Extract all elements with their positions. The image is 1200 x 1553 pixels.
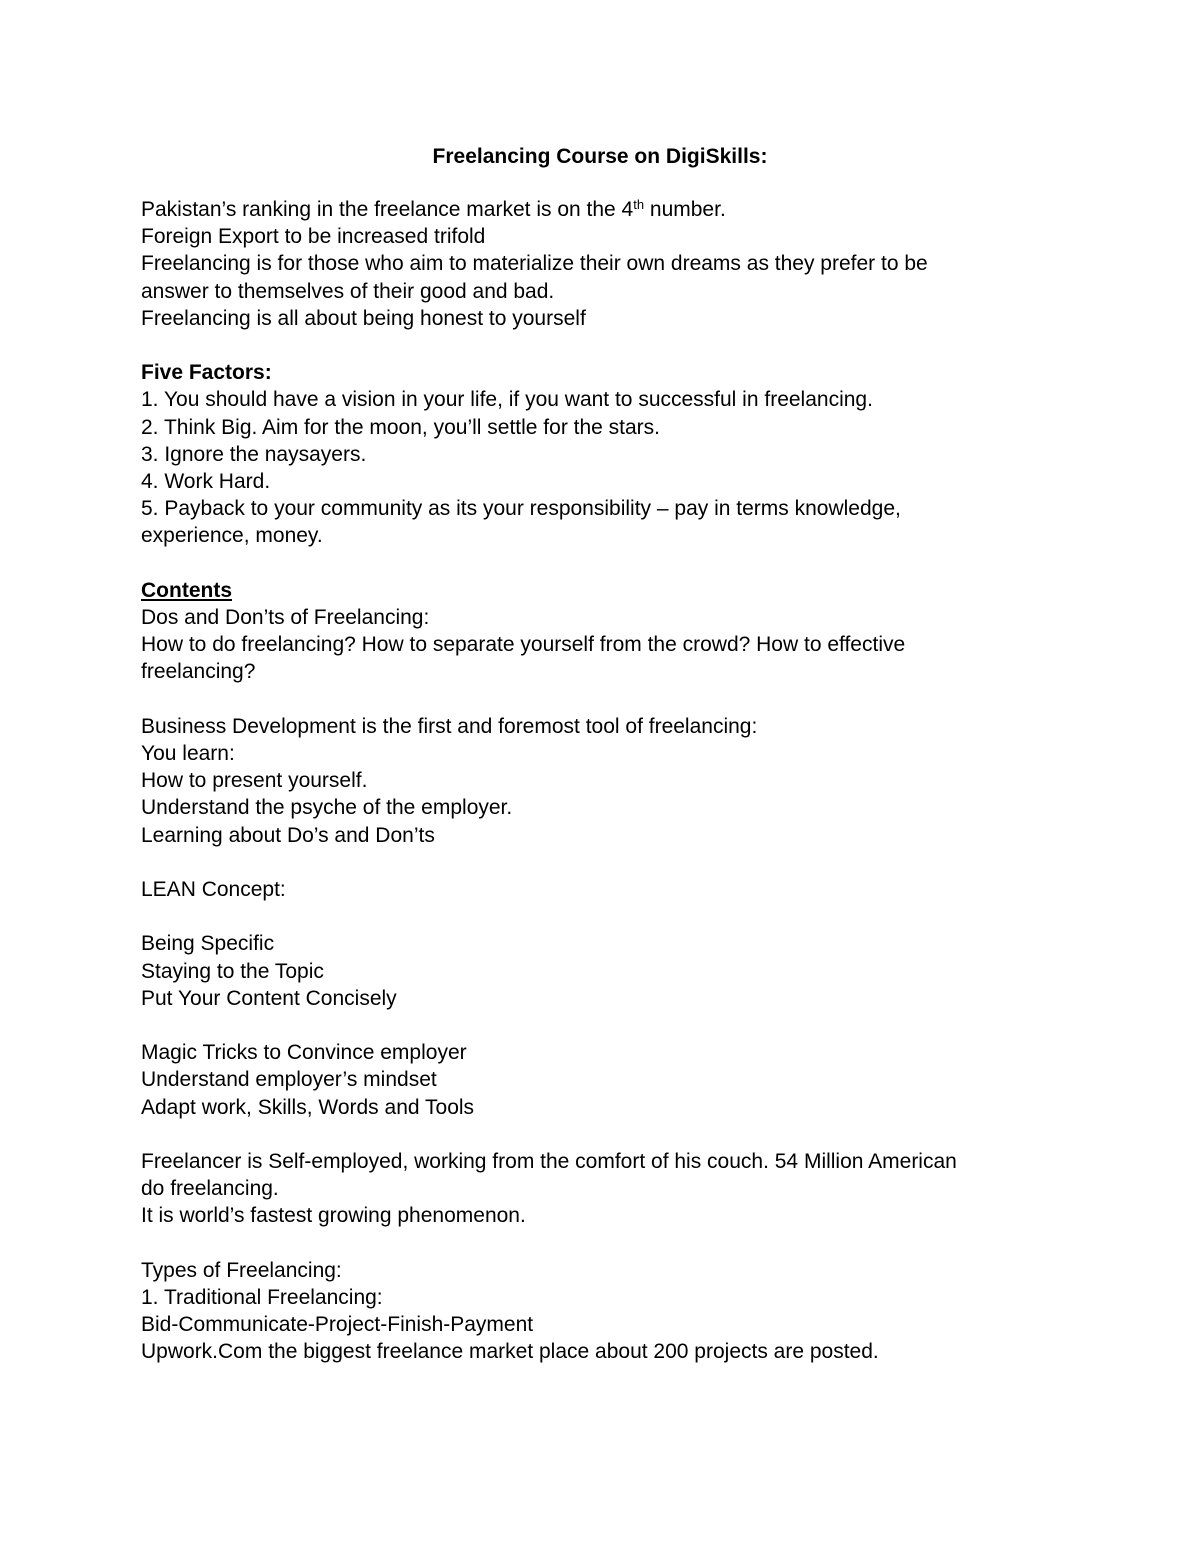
- dos-donts-heading: Dos and Don’ts of Freelancing:: [141, 606, 430, 630]
- dos-donts-text: How to do freelancing? How to separate yourself from the crowd? How to effective: [141, 633, 906, 657]
- spacer: [141, 1012, 1081, 1039]
- lean-item: Put Your Content Concisely: [141, 986, 397, 1010]
- upwork-text: Upwork.Com the biggest freelance market place about 200 projects are posted.: [141, 1340, 879, 1364]
- spacer: [141, 550, 1081, 577]
- fastest-growing-text: It is world’s fastest growing phenomenon.: [141, 1204, 526, 1228]
- document-title: Freelancing Course on DigiSkills:: [432, 145, 768, 168]
- learn-item: Learning about Do’s and Don’ts: [141, 823, 435, 847]
- magic-item: Understand employer’s mindset: [141, 1068, 437, 1092]
- export-line: Foreign Export to be increased trifold: [141, 225, 486, 249]
- document-body: [141, 196, 1081, 1366]
- lean-concept-heading: LEAN Concept:: [141, 878, 286, 902]
- learn-item: How to present yourself.: [141, 769, 368, 793]
- spacer: [141, 1121, 1081, 1148]
- ranking-superscript: th: [633, 197, 645, 212]
- freelancer-text-continued: do freelancing.: [141, 1177, 279, 1201]
- ranking-text: Pakistan’s ranking in the freelance market is on the 4: [141, 198, 634, 221]
- dreams-line: Freelancing is for those who aim to materialize their own dreams as they prefer to be: [141, 252, 928, 276]
- factor-item: 2. Think Big. Aim for the moon, you’ll settle for the stars.: [141, 415, 661, 439]
- dreams-line-continued: answer to themselves of their good and bad.: [141, 279, 555, 303]
- honest-line: Freelancing is all about being honest to yourself: [141, 306, 586, 330]
- factor-item-continued: experience, money.: [141, 524, 323, 548]
- traditional-freelancing: 1. Traditional Freelancing:: [141, 1286, 383, 1309]
- factor-item: 4. Work Hard.: [141, 470, 271, 494]
- factor-item: 3. Ignore the naysayers.: [141, 442, 367, 466]
- magic-item: Magic Tricks to Convince employer: [141, 1041, 467, 1065]
- spacer: [141, 903, 1081, 930]
- ranking-line: [141, 196, 1081, 223]
- you-learn-label: You learn:: [141, 742, 235, 766]
- factor-item: 5. Payback to your community as its your responsibility – pay in terms knowledge,: [141, 497, 901, 521]
- spacer: [141, 686, 1081, 713]
- types-heading: Types of Freelancing:: [141, 1258, 342, 1282]
- dos-donts-text-continued: freelancing?: [141, 660, 256, 684]
- lean-item: Being Specific: [141, 932, 275, 956]
- business-development-heading: Business Development is the first and foremost tool of freelancing:: [141, 714, 758, 738]
- learn-item: Understand the psyche of the employer.: [141, 796, 513, 820]
- contents-heading: Contents: [141, 578, 232, 602]
- freelancer-text: Freelancer is Self-employed, working from the comfort of his couch. 54 Million American: [141, 1150, 957, 1173]
- ranking-text-end: number.: [644, 198, 726, 221]
- magic-item: Adapt work, Skills, Words and Tools: [141, 1095, 475, 1119]
- spacer: [141, 849, 1081, 876]
- workflow-text: Bid-Communicate-Project-Finish-Payment: [141, 1313, 534, 1337]
- lean-item: Staying to the Topic: [141, 959, 324, 983]
- spacer: [141, 332, 1081, 359]
- five-factors-heading: Five Factors:: [141, 361, 272, 385]
- spacer: [141, 1230, 1081, 1257]
- factor-item: 1. You should have a vision in your life, if you want to successful in freelancing.: [141, 388, 873, 412]
